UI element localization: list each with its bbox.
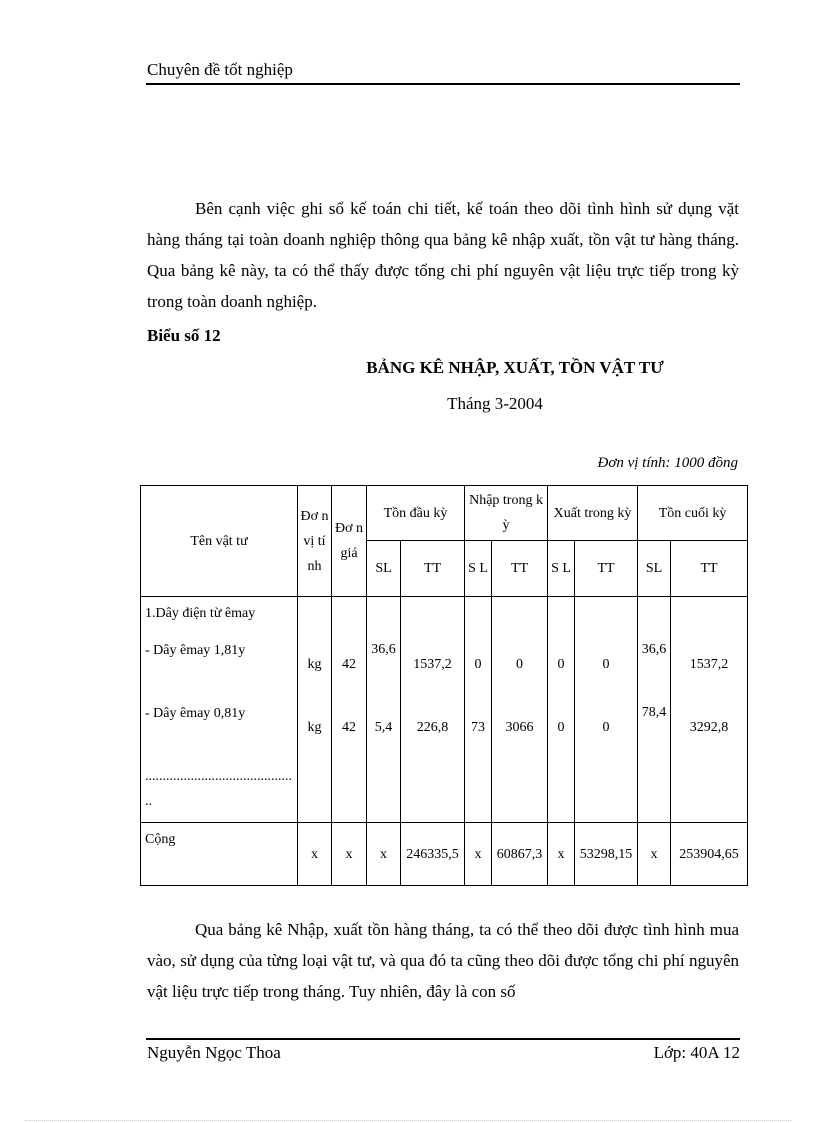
header-close-sl: SL <box>638 541 671 597</box>
row1-unit: kg <box>307 657 322 672</box>
total-open-tt: 246335,5 <box>401 823 465 886</box>
header-name: Tên vật tư <box>141 486 298 597</box>
table-row <box>141 597 748 823</box>
row2-exp-tt: 0 <box>602 720 610 735</box>
intro-text: Bên cạnh việc ghi sổ kế toán chi tiết, kế toán theo dõi tình hình sử dụng vặt hàng tháng tại toàn doanh nghiệp thông qua bảng kê nhập xuất, tồn vật tư hàng tháng. Qua bảng kê này, ta có thể thấy được tổng chi phí nguyên vật liệu trực tiếp trong kỳ trong toàn doanh nghiệp. <box>147 199 739 311</box>
page-bottom-edge <box>25 1120 791 1121</box>
ellipsis-tail: .. <box>145 794 152 809</box>
exp-sl-cell <box>548 597 575 823</box>
unit-cell <box>298 597 332 823</box>
total-exp-sl: x <box>548 823 575 886</box>
exp-tt-cell <box>575 597 638 823</box>
row1-close-sl: 36,6 <box>641 642 667 657</box>
header-imp-tt: TT <box>492 541 548 597</box>
table-title: BẢNG KÊ NHẬP, XUẤT, TỒN VẬT TƯ <box>366 358 664 377</box>
header-title: Chuyên đề tốt nghiệp <box>147 60 293 79</box>
total-price: x <box>332 823 367 886</box>
header-open-tt: TT <box>401 541 465 597</box>
row2-close-sl: 78,4 <box>641 705 667 720</box>
row2-open-sl: 5,4 <box>374 720 393 735</box>
header-unit: Đơ n vị tính <box>298 486 332 597</box>
open-tt-cell <box>401 597 465 823</box>
item-names-cell <box>141 597 298 823</box>
footer-divider <box>146 1038 740 1040</box>
row1-open-tt: 1537,2 <box>413 657 452 672</box>
unit-note: Đơn vị tính: 1000 đồng <box>597 455 738 471</box>
inventory-table <box>140 485 748 886</box>
header-exp-sl: S L <box>548 541 575 597</box>
row2-unit: kg <box>307 720 322 735</box>
header-import: Nhập trong kỳ <box>465 486 548 541</box>
footer-class: Lớp: 40A 12 <box>653 1043 740 1062</box>
row1-price: 42 <box>342 657 356 672</box>
header-divider <box>146 83 740 85</box>
footer-author: Nguyễn Ngọc Thoa <box>147 1043 281 1062</box>
closing-paragraph <box>147 914 739 1007</box>
total-imp-sl: x <box>465 823 492 886</box>
total-close-sl: x <box>638 823 671 886</box>
row2-close-tt: 3292,8 <box>689 720 729 735</box>
closing-text: Qua bảng kê Nhập, xuất tồn hàng tháng, ta có thể theo dõi được tình hình mua vào, sử dụng của từng loại vật tư, và qua đó ta cũng theo dõi được tổng chi phí nguyên vật liệu trực tiếp trong tháng. Tuy nhiên, đây là con số <box>147 920 739 1001</box>
row1-exp-sl: 0 <box>557 657 565 672</box>
total-exp-tt: 53298,15 <box>575 823 638 886</box>
intro-paragraph <box>147 193 739 317</box>
row2-price: 42 <box>342 720 356 735</box>
total-open-sl: x <box>367 823 401 886</box>
header-close-tt: TT <box>671 541 748 597</box>
row2-imp-tt: 3066 <box>505 720 534 735</box>
imp-tt-cell <box>492 597 548 823</box>
table-subtitle: Tháng 3-2004 <box>447 394 543 413</box>
row2-open-tt: 226,8 <box>416 720 449 735</box>
header-opening: Tồn đầu kỳ <box>367 486 465 541</box>
ellipsis-line: .......................................... <box>145 769 292 784</box>
total-row <box>141 823 748 886</box>
total-imp-tt: 60867,3 <box>492 823 548 886</box>
item-name-2: - Dây êmay 0,81y <box>145 706 246 721</box>
total-close-tt: 253904,65 <box>671 823 748 886</box>
row2-exp-sl: 0 <box>557 720 565 735</box>
imp-sl-cell <box>465 597 492 823</box>
row1-close-tt: 1537,2 <box>689 657 729 672</box>
header-row-1 <box>141 486 748 541</box>
row1-exp-tt: 0 <box>602 657 610 672</box>
header-export: Xuất trong kỳ <box>548 486 638 541</box>
header-closing: Tồn cuối kỳ <box>638 486 748 541</box>
header-price: Đơ n giá <box>332 486 367 597</box>
close-tt-cell <box>671 597 748 823</box>
open-sl-cell <box>367 597 401 823</box>
total-unit: x <box>298 823 332 886</box>
header-open-sl: SL <box>367 541 401 597</box>
group-name: 1.Dây điện từ êmay <box>145 606 256 621</box>
header-exp-tt: TT <box>575 541 638 597</box>
item-name-1: - Dây êmay 1,81y <box>145 643 246 658</box>
row1-imp-sl: 0 <box>474 657 482 672</box>
row1-open-sl: 36,6 <box>371 642 396 657</box>
exhibit-label: Biểu số 12 <box>147 326 221 345</box>
total-label: Cộng <box>141 823 298 886</box>
row2-imp-sl: 73 <box>471 720 486 735</box>
price-cell <box>332 597 367 823</box>
close-sl-cell <box>638 597 671 823</box>
header-imp-sl: S L <box>465 541 492 597</box>
row1-imp-tt: 0 <box>516 657 524 672</box>
